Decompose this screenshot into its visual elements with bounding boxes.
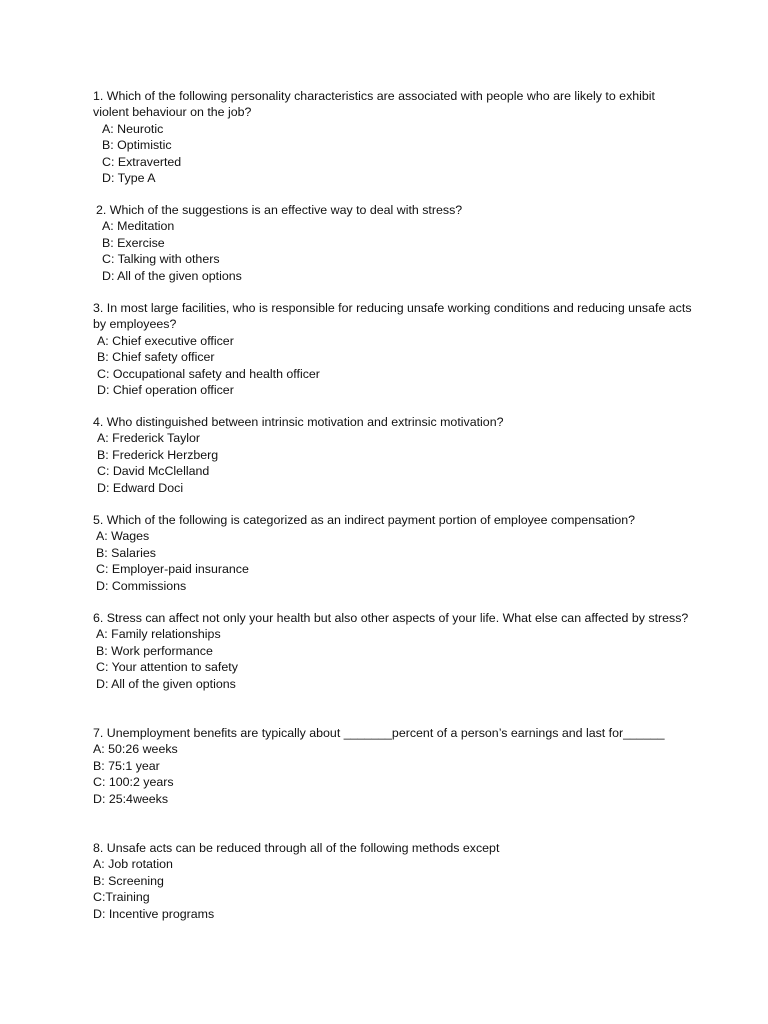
question-1 [93,88,693,186]
question-5 [93,512,693,594]
options-list [93,528,693,594]
option-d: D: Type A [102,171,156,186]
option-d: D: 25:4weeks [93,791,169,806]
question-text: 8. Unsafe acts can be reduced through all of the following methods except [93,841,500,855]
question-6 [93,610,693,692]
question-text: 3. In most large facilities, who is responsible for reducing unsafe working conditions and reducing unsafe acts by employees? [93,301,692,332]
option-b: B: Chief safety officer [97,350,215,365]
question-8 [93,840,693,922]
option-c: C: David McClelland [97,464,210,479]
options-list [93,741,693,807]
question-3 [93,300,693,398]
option-c: C:Training [93,890,150,905]
option-d: D: Chief operation officer [97,383,234,398]
option-a: A: Meditation [102,219,175,234]
question-text: 2. Which of the suggestions is an effective way to deal with stress? [96,203,463,217]
option-a: A: Chief executive officer [97,333,234,348]
option-b: B: Screening [93,873,164,888]
option-c: C: Talking with others [102,252,220,267]
question-2 [93,202,693,284]
option-b: B: Salaries [96,545,156,560]
option-a: A: Job rotation [93,857,173,872]
option-c: C: Extraverted [102,154,182,169]
option-a: A: 50:26 weeks [93,742,178,757]
options-list [93,333,693,399]
question-text: 4. Who distinguished between intrinsic motivation and extrinsic motivation? [93,415,504,429]
option-a: A: Neurotic [102,121,164,136]
option-d: D: Edward Doci [97,480,184,495]
question-4 [93,414,693,496]
option-c: C: Your attention to safety [96,660,238,675]
option-a: A: Wages [96,529,150,544]
option-b: B: Optimistic [102,138,172,153]
option-d: D: Commissions [96,578,187,593]
option-d: D: All of the given options [102,268,242,283]
option-d: D: Incentive programs [93,906,215,921]
option-a: A: Family relationships [96,627,221,642]
options-list [93,430,693,496]
option-d: D: All of the given options [96,676,236,691]
option-b: B: Work performance [96,643,213,658]
option-c: C: Occupational safety and health officer [97,366,320,381]
question-text: 5. Which of the following is categorized as an indirect payment portion of employee compensation? [93,513,636,527]
question-text: 6. Stress can affect not only your health but also other aspects of your life. What else can affected by stress? [93,611,689,625]
option-c: C: Employer-paid insurance [96,562,249,577]
question-text: 7. Unemployment benefits are typically about _______percent of a person’s earnings and last for______ [93,726,665,740]
options-list [93,121,693,187]
option-c: C: 100:2 years [93,775,174,790]
option-b: B: Exercise [102,235,165,250]
options-list [93,218,693,284]
option-b: B: Frederick Herzberg [97,447,219,462]
option-b: B: 75:1 year [93,758,160,773]
question-7 [93,725,693,807]
options-list [93,626,693,692]
question-text: 1. Which of the following personality characteristics are associated with people who are likely to exhibit violent behaviour on the job? [93,89,655,120]
option-a: A: Frederick Taylor [97,431,201,446]
options-list [93,856,693,922]
